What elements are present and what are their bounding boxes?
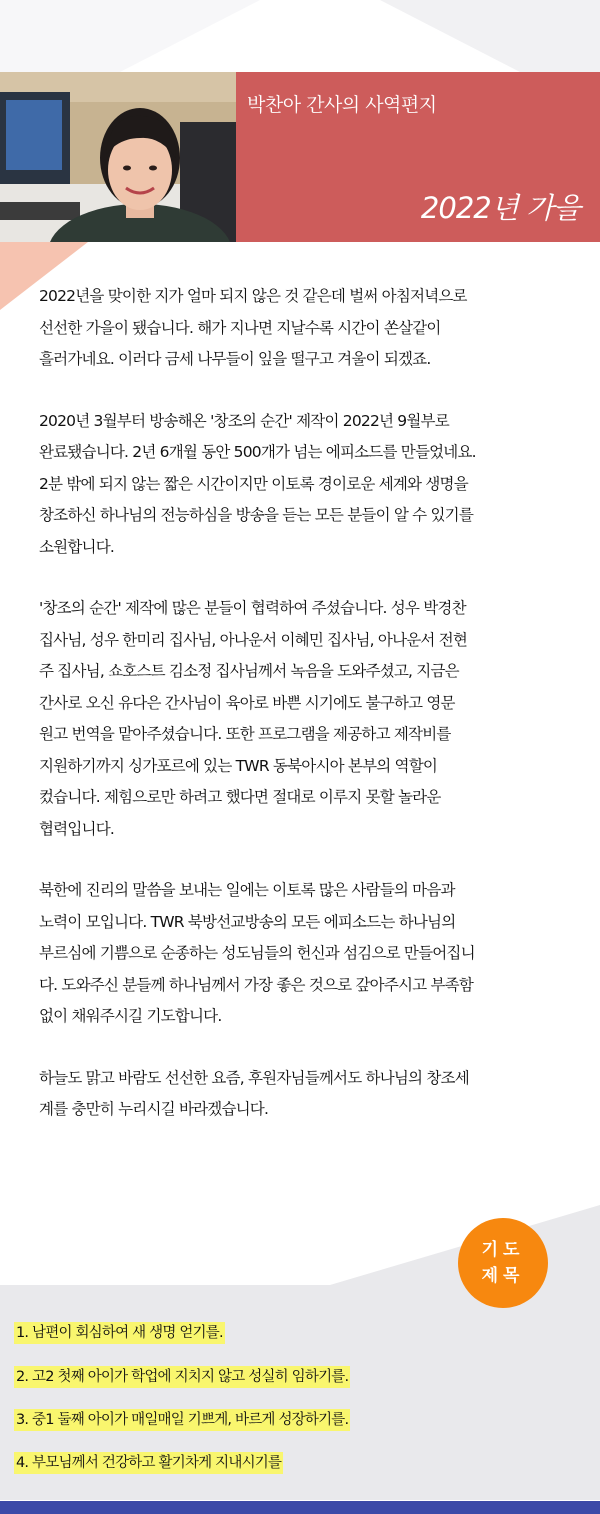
paragraph-1 [39,281,574,376]
text-line: 북한에 진리의 말씀을 보내는 일에는 이토록 많은 사람들의 마음과 [39,881,455,899]
text-line: 주 집사님, 쇼호스트 김소정 집사님께서 녹음을 도와주셨고, 지금은 [39,662,459,680]
text-line: 간사로 오신 유다은 간사님이 육아로 바쁜 시기에도 불구하고 영문 [39,693,455,712]
paragraph-5 [39,1063,574,1126]
badge-line-1: 기도 [481,1240,525,1260]
text-line: 2022년을 맞이한 지가 얼마 되지 않은 것 같은데 벌써 아침저녁으로 [39,287,467,305]
text-line: '창조의 순간' 제작에 많은 분들이 협력하여 주셨습니다. 성우 박경찬 [39,599,466,617]
text-line: 노력이 모입니다. TWR 북방선교방송의 모든 에피소드는 하나님의 [39,912,456,931]
text-line: 하늘도 맑고 바람도 선선한 요즘, 후원자님들께서도 하나님의 창조세 [39,1068,469,1087]
text-line: 없이 채워주시길 기도합니다. [39,1007,222,1025]
letter-season: 2022년 가을 [420,191,580,225]
paragraph-3 [39,593,574,845]
text-line: 완료됐습니다. 2년 6개월 동안 500개가 넘는 에피소드를 만들었네요. [39,443,476,461]
text-line: 계를 충만히 누리시길 바라겠습니다. [39,1100,269,1118]
text-line: 집사님, 성우 한미리 집사님, 아나운서 이혜민 집사님, 아나운서 전현 [39,630,468,649]
prayer-item-2: 2. 고2 첫째 아이가 학업에 지치지 않고 성실히 임하기를. [14,1366,350,1388]
footer-bar [0,1501,600,1514]
author-photo [0,72,236,242]
text-line: 부르심에 기쁨으로 순종하는 성도님들의 헌신과 섬김으로 만들어집니 [39,944,475,962]
portrait-illustration [0,72,236,242]
prayer-item-4: 4. 부모님께서 건강하고 활기차게 지내시기를 [14,1452,283,1474]
text-line: 협력입니다. [39,819,114,838]
letter-body [39,281,574,1156]
text-line: 컸습니다. 제힘으로만 하려고 했다면 절대로 이루지 못할 놀라운 [39,788,441,806]
prayer-topics-badge [458,1218,548,1308]
text-line: 원고 번역을 맡아주셨습니다. 또한 프로그램을 제공하고 제작비를 [39,725,451,743]
text-line: 지원하기까지 싱가포르에 있는 TWR 동북아시아 본부의 역할이 [39,756,438,775]
letter-title: 박찬아 간사의 사역편지 [247,94,437,116]
paragraph-2 [39,406,574,564]
text-line: 선선한 가을이 됐습니다. 해가 지나면 지날수록 시간이 쏜살같이 [39,318,441,337]
text-line: 흘러가네요. 이러다 금세 나무들이 잎을 떨구고 겨울이 되겠죠. [39,350,431,368]
prayer-item-3: 3. 중1 둘째 아이가 매일매일 기쁘게, 바르게 성장하기를. [14,1409,350,1431]
text-line: 2020년 3월부터 방송해온 '창조의 순간' 제작이 2022년 9월부로 [39,411,449,430]
text-line: 소원합니다. [39,537,114,556]
prayer-item-1: 1. 남편이 회심하여 새 생명 얻기를. [14,1322,225,1344]
badge-line-2: 제목 [481,1266,525,1286]
text-line: 창조하신 하나님의 전능하심을 방송을 듣는 모든 분들이 알 수 있기를 [39,506,473,524]
text-line: 2분 밖에 되지 않는 짧은 시간이지만 이토록 경이로운 세계와 생명을 [39,474,468,493]
paragraph-4 [39,875,574,1033]
text-line: 다. 도와주신 분들께 하나님께서 가장 좋은 것으로 갚아주시고 부족함 [39,975,473,994]
